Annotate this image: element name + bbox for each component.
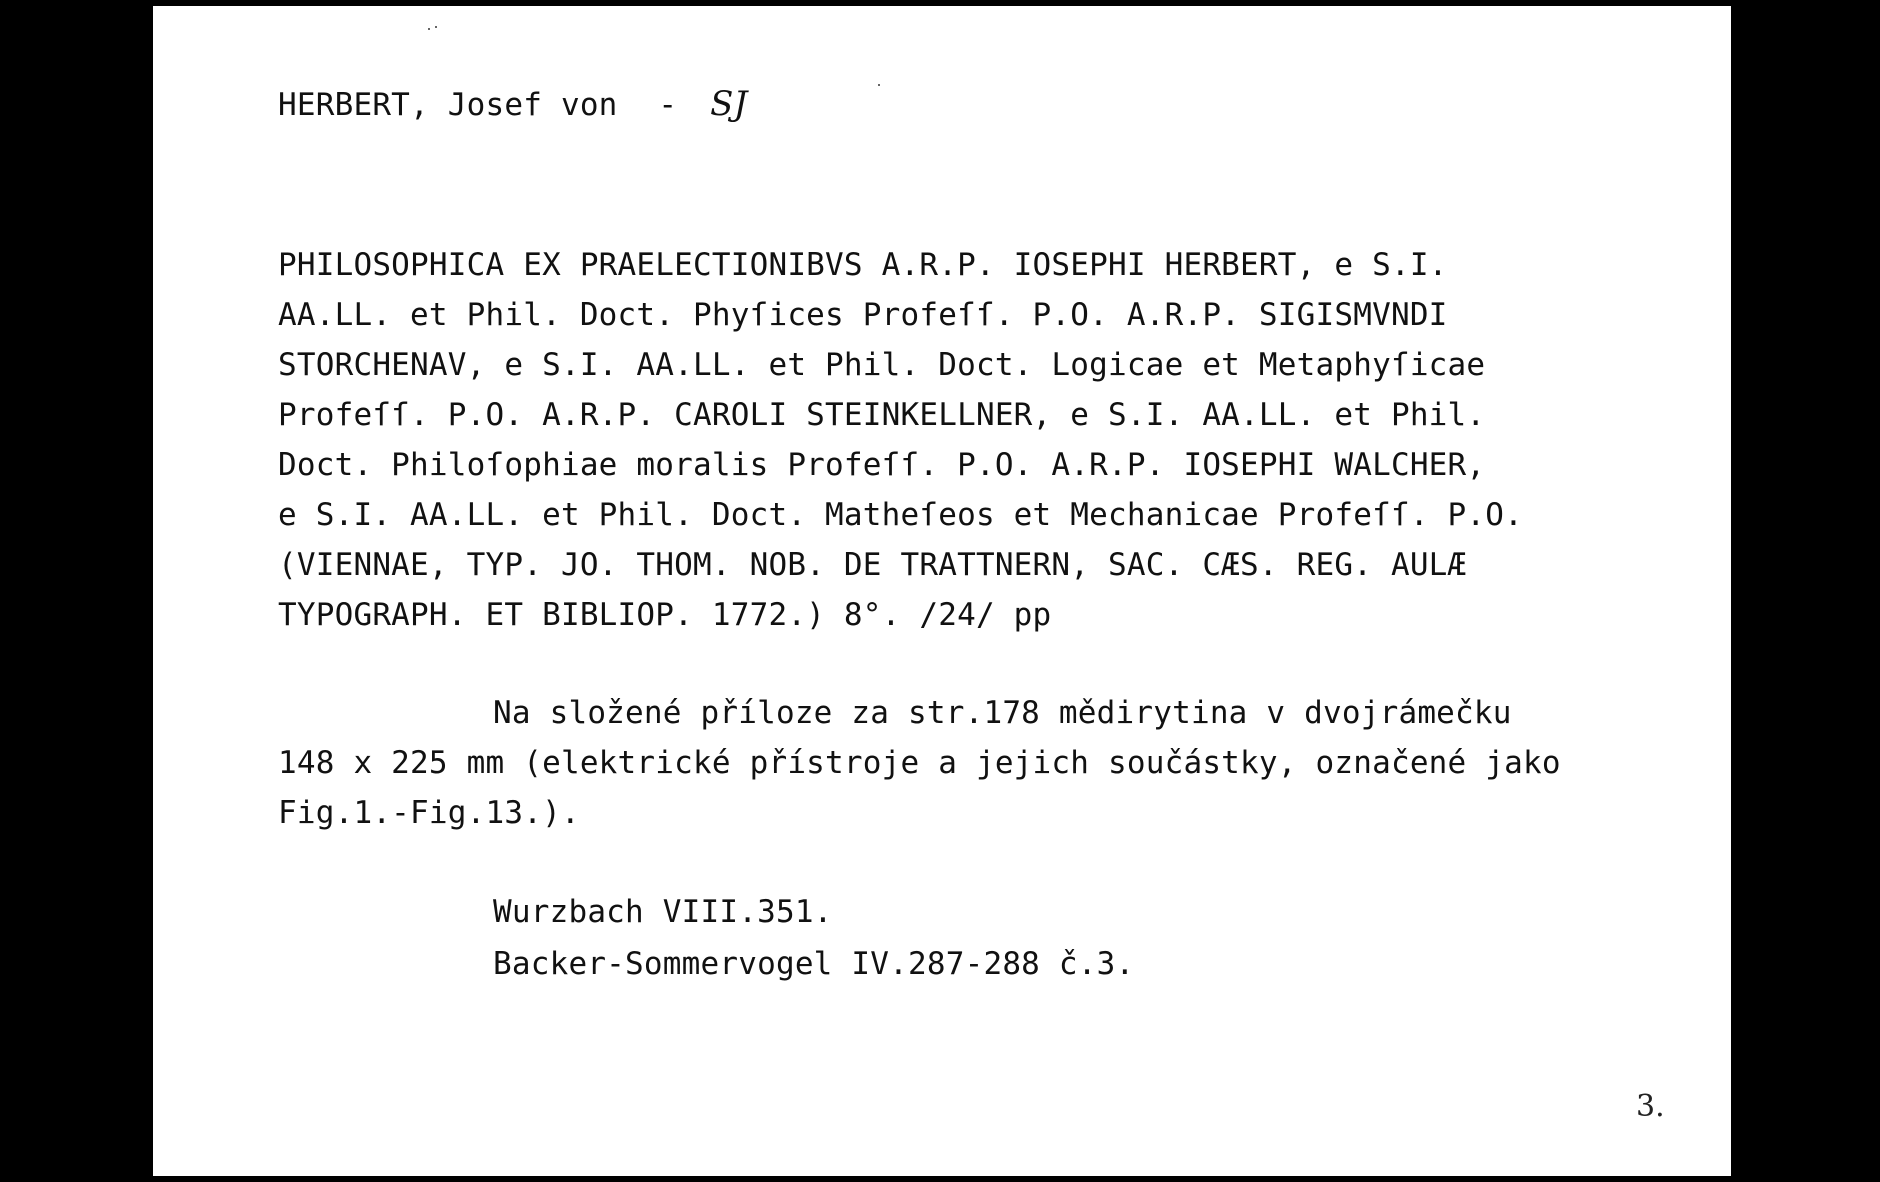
heading-dash: - — [658, 87, 678, 123]
author-name: HERBERT, Josef von — [278, 87, 618, 123]
dust-speck — [435, 26, 437, 28]
note-line: Fig.1.-Fig.13.). — [278, 795, 580, 831]
title-line: AA.LL. et Phil. Doct. Phyſices Profeſſ. P.O. A.R.P. SIGISMVNDI — [278, 297, 1448, 333]
title-line: (VIENNAE, TYP. JO. THOM. NOB. DE TRATTNERN, SAC. CÆS. REG. AULÆ — [278, 547, 1467, 583]
title-line: TYPOGRAPH. ET BIBLIOP. 1772.) 8°. /24/ pp — [278, 597, 1052, 633]
card-number: 3. — [1636, 1089, 1665, 1124]
dust-speck — [878, 84, 880, 86]
title-line: PHILOSOPHICA EX PRAELECTIONIBVS A.R.P. IOSEPHI HERBERT, e S.I. — [278, 247, 1448, 283]
catalog-card — [153, 6, 1731, 1178]
note-line: Na složené příloze za str.178 mědirytina v dvojrámečku — [493, 695, 1512, 731]
references — [493, 886, 1134, 990]
note-paragraph — [278, 688, 1638, 838]
title-line: e S.I. AA.LL. et Phil. Doct. Matheſeos et Mechanicae Profeſſ. P.O. — [278, 497, 1523, 533]
title-description — [278, 240, 1598, 640]
dust-speck — [428, 28, 430, 30]
reference-line: Wurzbach VIII.351. — [493, 894, 833, 930]
note-line: 148 x 225 mm (elektrické přístroje a jejich součástky, označené jako — [278, 745, 1561, 781]
title-line: Profeſſ. P.O. A.R.P. CAROLI STEINKELLNER, e S.I. AA.LL. et Phil. — [278, 397, 1486, 433]
card-heading — [278, 84, 748, 124]
reference-line: Backer-Sommervogel IV.287-288 č.3. — [493, 946, 1135, 982]
title-line: Doct. Philoſophiae moralis Profeſſ. P.O. A.R.P. IOSEPHI WALCHER, — [278, 447, 1486, 483]
order-abbreviation: SJ — [710, 84, 748, 124]
title-line: STORCHENAV, e S.I. AA.LL. et Phil. Doct. Logicae et Metaphyſicae — [278, 347, 1486, 383]
